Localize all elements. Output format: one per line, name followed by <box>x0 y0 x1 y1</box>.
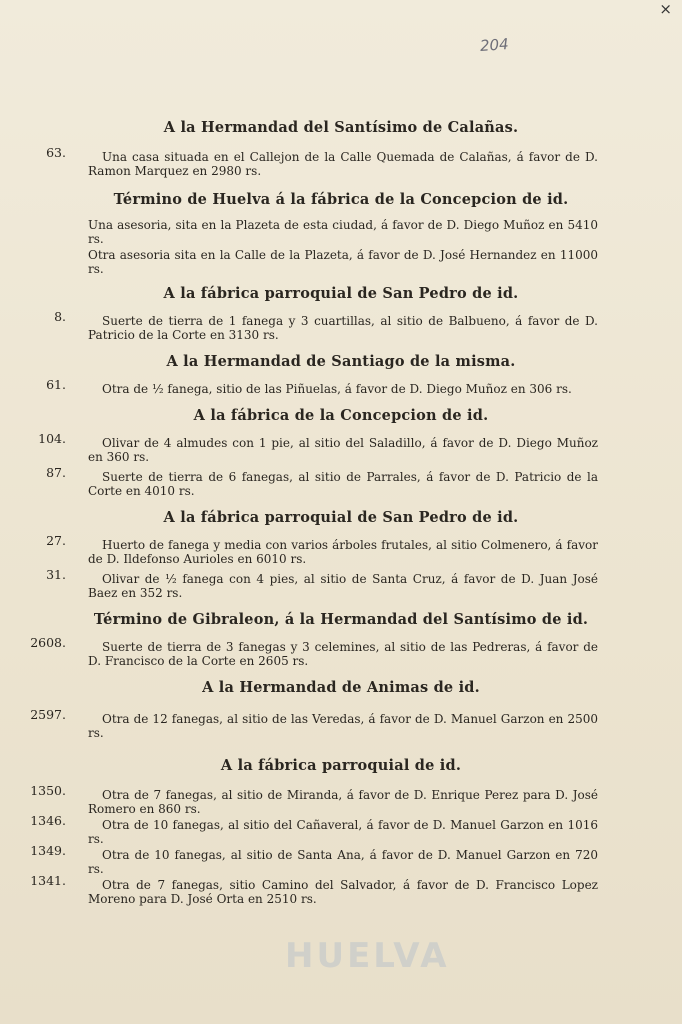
entry <box>0 431 682 464</box>
entry-text: Suerte de tierra de 1 fanega y 3 cuartillas, al sitio de Balbueno, á favor de D. Patricio de la Corte en 3130 rs. <box>88 314 598 342</box>
document-body <box>0 116 682 906</box>
close-icon[interactable]: × <box>659 0 672 18</box>
entry-text: Huerto de fanega y media con varios árboles frutales, al sitio Colmenero, á favor de D. Ildefonso Aurioles en 6010 rs. <box>88 538 598 566</box>
entry <box>0 145 682 178</box>
section-heading: A la Hermandad de Animas de id. <box>202 679 480 696</box>
section-heading: Término de Gibraleon, á la Hermandad del Santísimo de id. <box>93 611 589 628</box>
entry-number: 87. <box>46 465 66 480</box>
entry-text: Suerte de tierra de 6 fanegas, al sitio de Parrales, á favor de D. Patricio de la Corte en 4010 rs. <box>88 470 598 498</box>
entry <box>0 707 682 740</box>
entry <box>0 635 682 668</box>
entry-text: Otra de 10 fanegas, al sitio de Santa Ana, á favor de D. Manuel Garzon en 720 rs. <box>88 848 598 876</box>
entry-text: Suerte de tierra de 3 fanegas y 3 celemines, al sitio de las Pedreras, á favor de D. Francisco de la Corte en 2605 rs. <box>88 640 598 668</box>
entry-number: 2608. <box>30 635 66 650</box>
entry <box>0 567 682 600</box>
entry-number: 1349. <box>30 843 66 858</box>
entry <box>0 873 682 906</box>
entry-text: Otra de 7 fanegas, sitio Camino del Salvador, á favor de D. Francisco Lopez Moreno para D. José Orta en 2510 rs. <box>88 878 598 906</box>
entry <box>0 783 682 816</box>
entry <box>0 377 682 396</box>
entry-number: 63. <box>46 145 66 160</box>
archive-watermark: HUELVA <box>285 936 450 976</box>
section-heading: A la fábrica parroquial de id. <box>220 757 462 774</box>
entry-number: 8. <box>54 309 66 324</box>
section-heading: Término de Huelva á la fábrica de la Concepcion de id. <box>113 191 569 208</box>
section-heading: A la Hermandad de Santiago de la misma. <box>166 353 516 370</box>
entry-number: 104. <box>38 431 66 446</box>
entry <box>0 843 682 876</box>
entry-number: 27. <box>46 533 66 548</box>
entry-text: Olivar de 4 almudes con 1 pie, al sitio del Saladillo, á favor de D. Diego Muñoz en 360 rs. <box>88 436 598 464</box>
section-heading: A la fábrica parroquial de San Pedro de id. <box>163 285 519 302</box>
section-heading: A la Hermandad del Santísimo de Calañas. <box>163 119 519 136</box>
entry-text: Otra asesoria sita en la Calle de la Plazeta, á favor de D. José Hernandez en 11000 rs. <box>88 248 598 276</box>
entry <box>0 533 682 566</box>
entry-number: 31. <box>46 567 66 582</box>
entry-number: 1346. <box>30 813 66 828</box>
entry <box>0 248 682 276</box>
entry-number: 2597. <box>30 707 66 722</box>
entry-text: Una casa situada en el Callejon de la Calle Quemada de Calañas, á favor de D. Ramon Marquez en 2980 rs. <box>88 150 598 178</box>
folio-number: 204 <box>479 35 510 55</box>
entry-text: Otra de ½ fanega, sitio de las Piñuelas, á favor de D. Diego Muñoz en 306 rs. <box>102 382 572 396</box>
entry <box>0 218 682 246</box>
entry-text: Olivar de ½ fanega con 4 pies, al sitio de Santa Cruz, á favor de D. Juan José Baez en 352 rs. <box>88 572 598 600</box>
entry <box>0 309 682 342</box>
section-heading: A la fábrica parroquial de San Pedro de id. <box>163 509 519 526</box>
entry-number: 1350. <box>30 783 66 798</box>
entry-number: 1341. <box>30 873 66 888</box>
entry-text: Otra de 7 fanegas, al sitio de Miranda, á favor de D. Enrique Perez para D. José Romero en 860 rs. <box>88 788 598 816</box>
entry-text: Otra de 10 fanegas, al sitio del Cañaveral, á favor de D. Manuel Garzon en 1016 rs. <box>88 818 598 846</box>
entry-text: Otra de 12 fanegas, al sitio de las Veredas, á favor de D. Manuel Garzon en 2500 rs. <box>88 712 598 740</box>
section-heading: A la fábrica de la Concepcion de id. <box>193 407 489 424</box>
entry-text: Una asesoria, sita en la Plazeta de esta ciudad, á favor de D. Diego Muñoz en 5410 rs. <box>88 218 598 246</box>
entry <box>0 465 682 498</box>
entry <box>0 813 682 846</box>
entry-number: 61. <box>46 377 66 392</box>
